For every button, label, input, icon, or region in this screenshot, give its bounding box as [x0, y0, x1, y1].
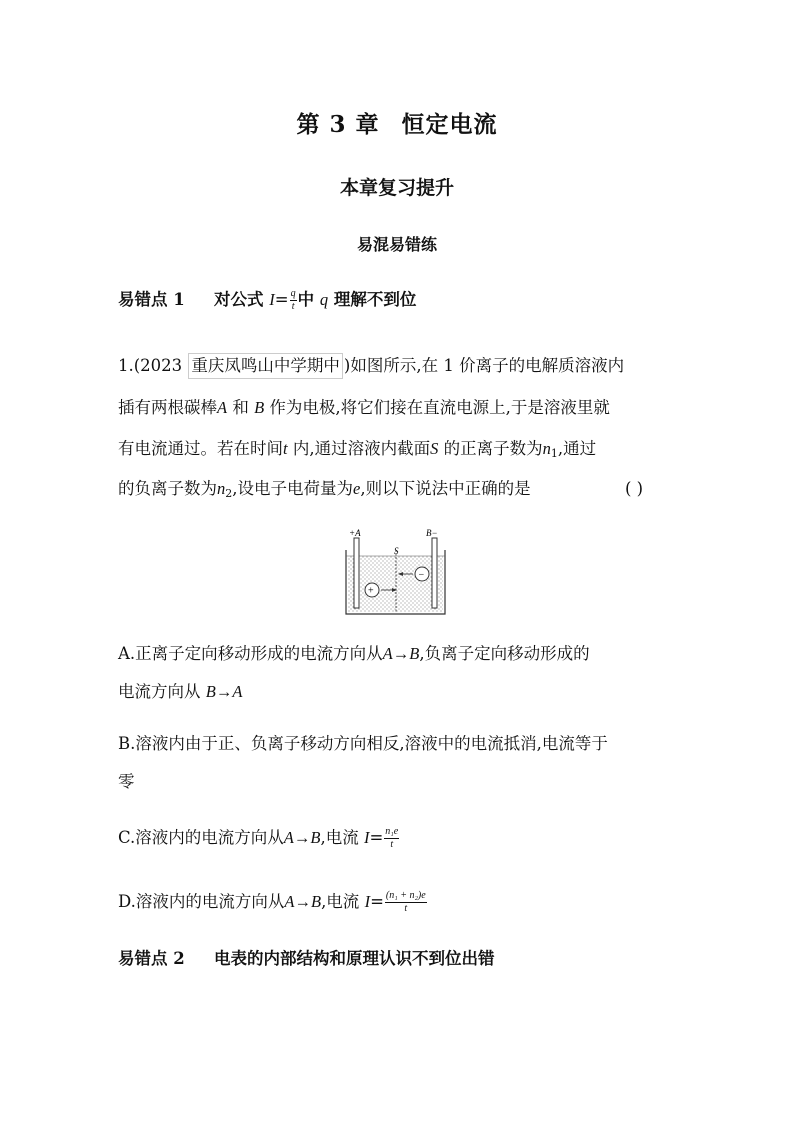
option-b-line-1: B.溶液内由于正、负离子移动方向相反,溶液中的电流抵消,电流等于: [118, 734, 608, 753]
question-source: 重庆凤鸣山中学期中: [189, 354, 342, 378]
question-number: 1.(2023: [118, 356, 188, 375]
section-title: 本章复习提升: [339, 177, 454, 199]
chapter-title: 恒定电流: [401, 111, 498, 138]
option-a-line-1: A.正离子定向移动形成的电流方向从A→B,负离子定向移动形成的: [118, 644, 590, 663]
question-1-line-1: 1.(2023 重庆凤鸣山中学期中 )如图所示,在 1 价离子的电解质溶液内: [118, 354, 624, 378]
option-b-line-2: 零: [118, 772, 135, 791]
formula-q-over-t: $\frac{q}{t}$: [290, 288, 296, 312]
label-s: S: [394, 546, 399, 556]
error-point-1-label: 易错点 1: [118, 290, 185, 309]
answer-parentheses: ( ): [625, 479, 644, 498]
error-point-1-heading: 易错点 1 对公式 I= $\frac{q}{t}$ 中 q 理解不到位: [118, 288, 417, 312]
question-1-line-4: 的负离子数为$n_2$,设电子电荷量为e,则以下说法中正确的是: [118, 479, 531, 500]
formula-d: $\frac{\text{(n₁ + n₂)e}}{t}$: [385, 890, 426, 914]
label-b-minus: B−: [426, 528, 438, 538]
error-point-2-label: 易错点 2: [118, 949, 185, 968]
svg-text:+: +: [368, 585, 374, 597]
question-1-line-3: 有电流通过。若在时间t 内,通过溶液内截面S 的正离子数为$n_1$,通过: [118, 439, 597, 460]
svg-text:−: −: [418, 569, 425, 581]
option-c: C.溶液内的电流方向从A→B,电流 I= $\frac{\text{n₁e}}{t}$: [118, 826, 399, 850]
error-point-2-heading: 易错点 2 电表的内部结构和原理认识不到位出错: [118, 947, 495, 971]
electrode-b: [432, 538, 437, 608]
chapter-heading: [0, 106, 794, 139]
formula-c: $\frac{\text{n₁e}}{t}$: [385, 826, 399, 850]
sub-title: 易混易错练: [356, 235, 437, 254]
electrolyte-figure: [340, 526, 452, 618]
option-d: D.溶液内的电流方向从A→B,电流 I= $\frac{\text{(n₁ + n₂)e}}{t}$: [118, 890, 426, 914]
question-1-line-2: 插有两根碳棒A 和 B 作为电极,将它们接在直流电源上,于是溶液里就: [118, 398, 610, 417]
electrode-a: [354, 538, 359, 608]
option-a-line-2: 电流方向从 B→A: [118, 682, 243, 701]
chapter-number: 第 3 章: [296, 111, 380, 138]
label-plus-a: +A: [349, 528, 361, 538]
electrolyte-solution: [348, 556, 443, 612]
